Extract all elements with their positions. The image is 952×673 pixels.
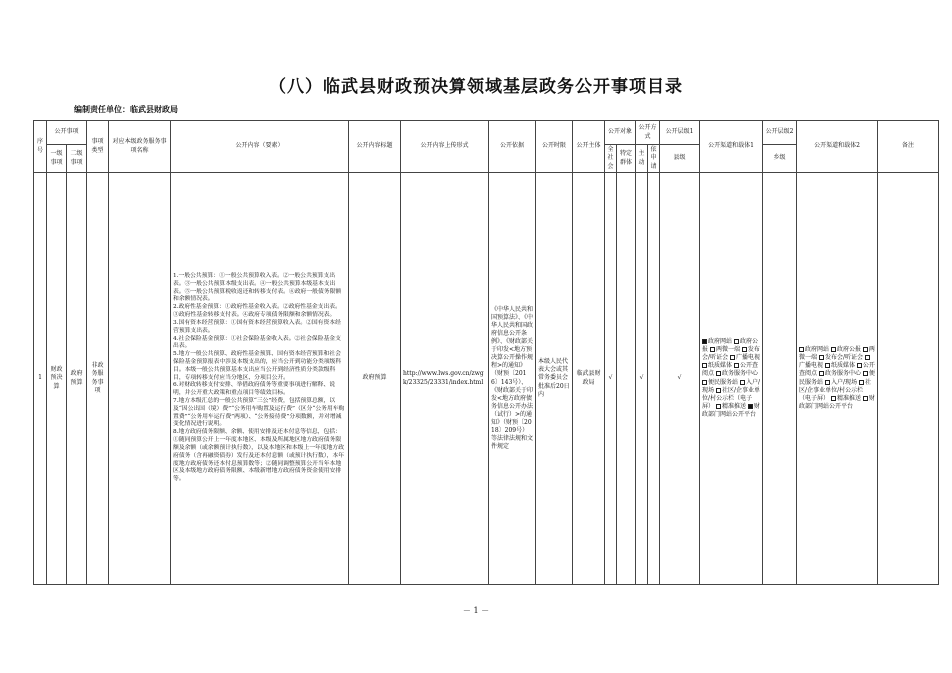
header-type: 事项类型 xyxy=(87,121,109,173)
channel-label: 精准推送 xyxy=(721,402,746,410)
checkbox-checked-icon[interactable] xyxy=(748,404,753,409)
channel-label: 广播电视 xyxy=(736,354,761,362)
channel-label: 发布会/听证会 xyxy=(702,346,760,362)
checkbox-empty-icon[interactable] xyxy=(863,396,868,401)
checkbox-empty-icon[interactable] xyxy=(831,396,836,401)
channel-label: 便民服务站 xyxy=(708,378,739,386)
header-township: 乡级 xyxy=(763,145,797,173)
channel-option[interactable] xyxy=(831,395,863,402)
channel-label: 广播电视 xyxy=(799,362,824,370)
channel-option[interactable] xyxy=(819,354,865,361)
cell-content-title: 政府预算 xyxy=(349,173,401,585)
channel-label: 入户/现场 xyxy=(702,378,761,394)
checkbox-empty-icon[interactable] xyxy=(742,347,747,352)
channel-label: 财政部门网站公开平台 xyxy=(702,402,760,418)
header-basis: 公开依据 xyxy=(489,121,536,173)
header-channel1: 公开渠道和载体1 xyxy=(700,121,763,173)
header-item-group: 公开事项 xyxy=(47,121,87,145)
channel-label: 政府公报 xyxy=(836,346,861,354)
cell-channel1 xyxy=(700,173,763,585)
channel-label: 政务服务中心 xyxy=(721,370,758,378)
channel-label: 政府网站 xyxy=(708,338,733,346)
header-url: 公开内容上传形式 xyxy=(401,121,489,173)
header-subject: 公开主体 xyxy=(573,121,605,173)
cell-remark xyxy=(878,173,939,585)
channel-label: 公开查阅点 xyxy=(799,362,875,378)
header-active: 主动 xyxy=(636,145,648,173)
channel-label: 财政部门网站公开平台 xyxy=(799,394,875,410)
compile-unit: 编制责任单位：临武县财政局 xyxy=(74,104,178,114)
cell-service xyxy=(109,173,171,585)
channel-option[interactable] xyxy=(831,346,863,353)
table-row xyxy=(34,173,939,585)
channel-option[interactable] xyxy=(730,354,760,361)
channel-option[interactable] xyxy=(716,403,748,410)
cell-type: 非政务服务事项 xyxy=(87,173,109,585)
checkbox-empty-icon[interactable] xyxy=(863,347,868,352)
header-method: 公开方式 xyxy=(636,121,660,145)
checkbox-empty-icon[interactable] xyxy=(825,380,830,385)
cell-seq: 1 xyxy=(34,173,47,585)
channel-option[interactable] xyxy=(825,379,859,386)
cell-basis: 《中华人民共和国预算法》、《中华人民共和国政府信息公开条例》、《财政部关于印发<地方预决算公开操作规程>的通知》（财预〔2016〕143号）、《财政部关于印发<地方政府债务信息公开办法（试行）>的通知》（财预〔2018〕209号）等法律法规和文件规定 xyxy=(489,173,536,585)
header-on-request: 依申请 xyxy=(648,145,660,173)
channel-label: 公开查阅点 xyxy=(702,362,758,378)
cell-specific-group xyxy=(617,173,636,585)
cell-level1: 财政预决算 xyxy=(47,173,67,585)
checkbox-empty-icon[interactable] xyxy=(831,347,836,352)
cell-on-request xyxy=(648,173,660,585)
channel-label: 两微一端 xyxy=(715,346,740,354)
checkbox-empty-icon[interactable] xyxy=(799,347,804,352)
cell-url[interactable]: http://www.lws.gov.cn/zwgk/23325/23331/index.html xyxy=(401,173,489,585)
cell-time: 本级人民代表大会或其常务委员会批准后20日内 xyxy=(536,173,573,585)
cell-township xyxy=(763,173,797,585)
checkbox-empty-icon[interactable] xyxy=(702,363,707,368)
cell-county: √ xyxy=(660,173,700,585)
channel-label: 入户/现场 xyxy=(830,378,858,386)
channel-label: 便民服务站 xyxy=(799,370,875,386)
channel-label: 社区/企事业单位/村公示栏（电子屏） xyxy=(702,386,761,410)
channel-option[interactable] xyxy=(819,370,863,377)
channel-option[interactable] xyxy=(702,379,740,386)
channel-option[interactable] xyxy=(702,362,734,369)
checkbox-empty-icon[interactable] xyxy=(734,339,739,344)
page-title: （八）临武县财政预决算领域基层政务公开事项目录 xyxy=(269,77,683,97)
checkbox-checked-icon[interactable] xyxy=(702,339,707,344)
cell-subject: 临武县财政局 xyxy=(573,173,605,585)
channel-label: 政府公报 xyxy=(702,338,758,354)
header-level-group1: 公开层级1 xyxy=(660,121,700,145)
channel-label: 两微一端 xyxy=(799,346,875,362)
header-object: 公开对象 xyxy=(605,121,636,145)
header-channel2: 公开渠道和载体2 xyxy=(797,121,878,173)
header-specific-group: 特定群体 xyxy=(617,145,636,173)
checkbox-empty-icon[interactable] xyxy=(716,404,721,409)
checkbox-empty-icon[interactable] xyxy=(730,355,735,360)
channel-label: 政府网站 xyxy=(805,346,830,354)
checkbox-empty-icon[interactable] xyxy=(863,371,868,376)
checkbox-empty-icon[interactable] xyxy=(859,380,864,385)
channel-option[interactable] xyxy=(710,346,742,353)
header-level-group2: 公开层级2 xyxy=(763,121,797,145)
header-seq: 序号 xyxy=(34,121,47,173)
checkbox-empty-icon[interactable] xyxy=(819,355,824,360)
directory-table xyxy=(33,120,939,585)
header-county: 县级 xyxy=(660,145,700,173)
header-level2: 二级事项 xyxy=(67,145,87,173)
header-level1: 一级事项 xyxy=(47,145,67,173)
header-remark: 备注 xyxy=(878,121,939,173)
channel-option[interactable] xyxy=(702,338,734,345)
checkbox-empty-icon[interactable] xyxy=(734,363,739,368)
cell-level2: 政府预算 xyxy=(67,173,87,585)
checkbox-empty-icon[interactable] xyxy=(716,371,721,376)
checkbox-empty-icon[interactable] xyxy=(710,347,715,352)
channel-option[interactable] xyxy=(799,346,831,353)
checkbox-empty-icon[interactable] xyxy=(702,380,707,385)
header-content: 公开内容（要素） xyxy=(171,121,349,173)
checkbox-empty-icon[interactable] xyxy=(819,371,824,376)
checkbox-empty-icon[interactable] xyxy=(825,363,830,368)
channel-label: 政务服务中心 xyxy=(824,370,861,378)
checkbox-empty-icon[interactable] xyxy=(865,355,870,360)
cell-active: √ xyxy=(636,173,648,585)
channel-option[interactable] xyxy=(825,362,857,369)
channel-label: 社区/企事业单位/村公示栏（电子屏） xyxy=(799,378,871,402)
header-all-society: 全社会 xyxy=(605,145,617,173)
header-time: 公开时限 xyxy=(536,121,573,173)
channel-label: 发布会/听证会 xyxy=(824,354,864,362)
checkbox-empty-icon[interactable] xyxy=(740,380,745,385)
channel-option[interactable] xyxy=(716,370,758,377)
channel-label: 纸质媒体 xyxy=(830,362,855,370)
checkbox-empty-icon[interactable] xyxy=(716,388,721,393)
cell-content: 1.一般公共预算：①一般公共预算收入表。②一般公共预算支出表。③一般公共预算本级支出表。④一般公共预算本级基本支出表。⑤一般公共预算税收返还和转移支付表。⑥政府一般债务限额和余额情况表。 2.政府性基金预算：①政府性基金收入表。②政府性基金支出表。③政府性基金转移支付表。④政府专项债务限额和余额情况表。 3.国有资本经营预算：①国有资本经营预算收入表。②国有资本经营预算支出表。 4.社会保险基金预算：①社会保险基金收入表。②社会保险基金支出表。 5.地方一般公共预算、政府性基金预算、国有资本经营预算和社会保险基金预算报表中涉及本级支出的，应当公开到功能分类项级科目。本级一般公共预算基本支出应当公开到经济性质分类款级科目，专项转移支付应当分地区、分项目公开。 6.对财政转移支付安排、举借政府债务等重要事项进行解释、说明，并公开重大政策和重点项目等绩效目标。 7.地方本级汇总的一般公共预算“三公”经费，包括预算总额，以及“因公出国（境）费”“公务用车购置及运行费”（区分“公务用车购置费”“公务用车运行费”两项）、“公务接待费”分项数额，并对增减变化情况进行说明。 8.地方政府债务限额、余额、使用安排及还本付息等信息，包括：①随同预算公开上一年度本地区、本级及所属地区地方政府债务限额及余额（或余额预计执行数），以及本地区和本级上一年度地方政府债务（含再融资债券）发行及还本付息额（或预计执行数），本年度地方政府债务还本付息预算数等；②随同调整预算公开当年本地区及本级地方政府债务限额、本级新增地方政府债务资金使用安排等。 xyxy=(171,173,349,585)
cell-channel2 xyxy=(797,173,878,585)
page-number: － 1 － xyxy=(462,606,490,615)
checkbox-empty-icon[interactable] xyxy=(857,363,862,368)
cell-all-society: √ xyxy=(605,173,617,585)
channel-label: 精准推送 xyxy=(836,394,861,402)
header-content-title: 公开内容标题 xyxy=(349,121,401,173)
channel-label: 纸质媒体 xyxy=(708,362,733,370)
header-service: 对应本级政务服务事项名称 xyxy=(109,121,171,173)
